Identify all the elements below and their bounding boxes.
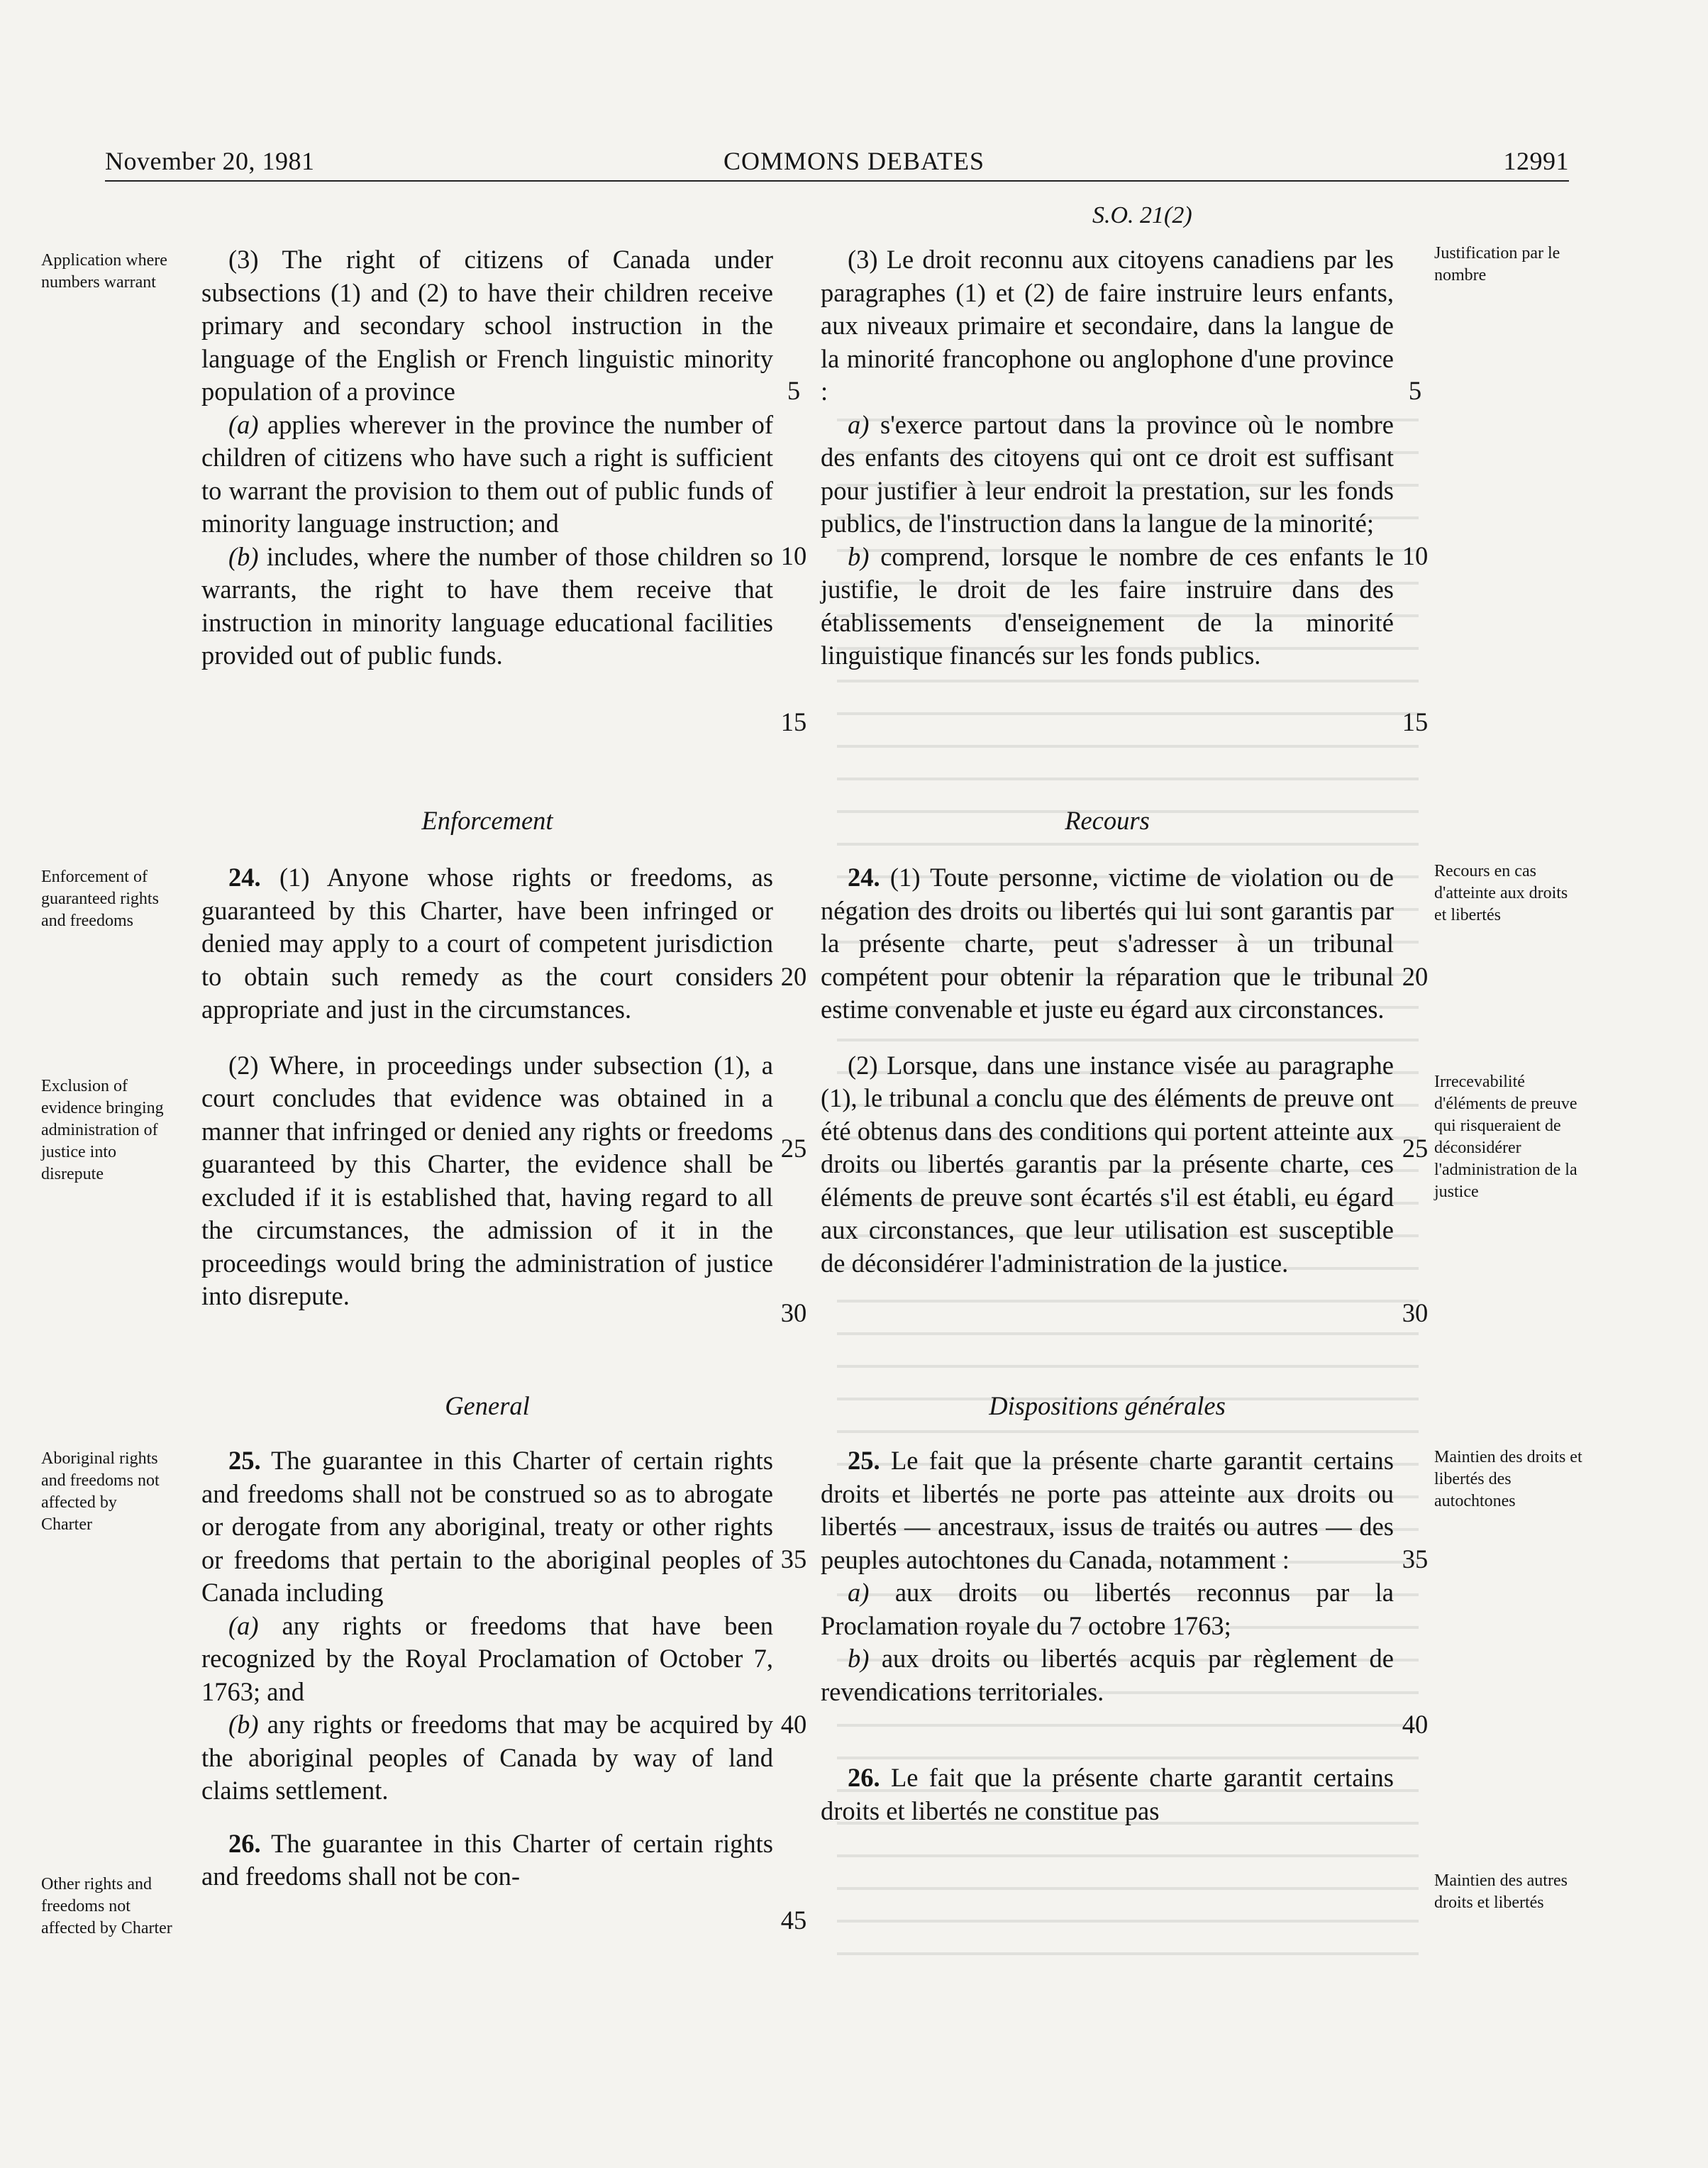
line-number-30-right: 30	[1402, 1298, 1429, 1327]
en-s25-number: 25.	[228, 1446, 261, 1475]
line-number-5-middle: 5	[787, 376, 801, 405]
en-s25-a-label: (a)	[228, 1610, 259, 1640]
margin-note-justification: Justification par le nombre	[1434, 244, 1560, 284]
line-number-25-right: 25	[1402, 1134, 1429, 1163]
en-s26-number: 26.	[228, 1828, 261, 1858]
fr-s23-3-a	[821, 409, 1394, 541]
line-number-20-middle: 20	[780, 962, 807, 991]
fr-s25-a-text: aux droits ou libertés reconnus par la Proclamation royale du 7 octobre 1763;	[821, 1578, 1394, 1640]
margin-note-other-rights: Other rights and freedoms not affected by Charter	[41, 1875, 172, 1937]
fr-s25-a-label: a)	[848, 1578, 870, 1607]
fr-s26	[821, 1762, 1394, 1827]
line-number-15-right: 15	[1402, 707, 1429, 736]
heading-general: General	[445, 1391, 530, 1420]
fr-s26-text: Le fait que la présente charte garantit certains droits et libertés ne constitue pas	[821, 1763, 1394, 1825]
en-s25-b-text: any rights or freedoms that may be acquired by the aboriginal peoples of Canada by way of land claims settlement.	[201, 1710, 773, 1805]
line-number-25-middle: 25	[780, 1134, 807, 1163]
margin-note-exclusion: Exclusion of evidence bringing administration of justice into disrepute	[41, 1077, 164, 1183]
fr-s25-text: Le fait que la présente charte garantit certains droits et libertés ne porte pas atteinte aux droits ou libertés — ancestraux, issus de traités ou autres — des peuples autochtones du Canada, notamment :	[821, 1446, 1394, 1574]
line-number-10-right: 10	[1402, 541, 1429, 570]
en-s25-a-text: any rights or freedoms that have been recognized by the Royal Proclamation of October 7, 1763; and	[201, 1610, 773, 1706]
english-s24	[201, 861, 773, 1313]
line-number-35-right: 35	[1402, 1544, 1429, 1574]
fr-s23-3-b-text: comprend, lorsque le nombre de ces enfants le justifie, le droit de les faire instruire dans des établissements d'enseignement de la minorité linguistique financés sur les fonds publics.	[821, 541, 1394, 670]
fr-s23-3-b-label: b)	[848, 541, 870, 571]
en-s23-3-b	[201, 541, 773, 673]
page-number: 12991	[1503, 147, 1569, 175]
en-s26-text: The guarantee in this Charter of certain rights and freedoms shall not be con-	[201, 1828, 773, 1891]
en-s25-a	[201, 1610, 773, 1709]
french-s24	[821, 861, 1394, 1280]
fr-s23-3-b	[821, 541, 1394, 673]
margin-note-maintien-autres: Maintien des autres droits et libertés	[1434, 1871, 1568, 1912]
french-column	[821, 243, 1394, 673]
en-s25-b	[201, 1708, 773, 1808]
header-rule	[105, 180, 1569, 182]
en-s25-text: The guarantee in this Charter of certain rights and freedoms shall not be construed so as to abrogate or derogate from any aboriginal, treaty or other rights or freedoms that pertain to the aboriginal peoples of Canada including	[201, 1446, 773, 1607]
line-number-10-middle: 10	[780, 541, 807, 570]
heading-dispositions-generales: Dispositions générales	[989, 1391, 1226, 1420]
fr-s25-b	[821, 1642, 1394, 1708]
en-s24-1-text: (1) Anyone whose rights or freedoms, as guaranteed by this Charter, have been infringed or denied may apply to a court of competent jurisdiction to obtain such remedy as the court considers appropriate and just in the circumstances.	[201, 863, 773, 1024]
fr-s25-b-label: b)	[848, 1644, 870, 1673]
en-s23-3-b-label: (b)	[228, 541, 259, 571]
fr-s25-number: 25.	[848, 1446, 880, 1475]
margin-note-enforcement: Enforcement of guaranteed rights and freedoms	[41, 868, 159, 930]
fr-s25-a	[821, 1576, 1394, 1642]
margin-note-recours: Recours en cas d'atteinte aux droits et libertés	[1434, 862, 1568, 924]
fr-s25-b-text: aux droits ou libertés acquis par règlement de revendications territoriales.	[821, 1644, 1394, 1706]
line-number-45-middle: 45	[780, 1906, 807, 1935]
margin-note-application: Application where numbers warrant	[41, 251, 167, 292]
fr-s23-3-intro: (3) Le droit reconnu aux citoyens canadiens par les paragraphes (1) et (2) de faire instruire leurs enfants, aux niveaux primaire et secondaire, dans la langue de la minorité francophone ou anglophone d'une province :	[821, 245, 1394, 406]
en-s26	[201, 1827, 773, 1893]
line-number-40-middle: 40	[780, 1710, 807, 1739]
english-s25	[201, 1444, 773, 1893]
en-s24-1	[201, 861, 773, 1027]
en-s23-3-intro: (3) The right of citizens of Canada under subsections (1) and (2) to have their children receive primary and secondary school instruction in the language of the English or French linguistic minority population of a province	[201, 245, 773, 406]
fr-s26-number: 26.	[848, 1763, 880, 1792]
fr-s24-1-text: (1) Toute personne, victime de violation ou de négation des droits ou libertés qui lui sont garantis par la présente charte, peut s'adresser à un tribunal compétent pour obtenir la réparation que le tribunal estime convenable et juste eu égard aux circonstances.	[821, 863, 1394, 1024]
margin-note-maintien-autochtones: Maintien des droits et libertés des autochtones	[1434, 1448, 1582, 1510]
line-number-15-middle: 15	[780, 707, 807, 736]
fr-s24-2: (2) Lorsque, dans une instance visée au paragraphe (1), le tribunal a conclu que des éléments de preuve ont été obtenus dans des conditions qui portent atteinte aux droits ou libertés garantis par la présente charte, ces éléments de preuve sont écartés s'il est établi, eu égard aux circonstances, que leur utilisation est susceptible de déconsidérer l'administration de la justice.	[821, 1050, 1394, 1278]
margin-note-irrecevabilite: Irrecevabilité d'éléments de preuve qui risqueraient de déconsidérer l'administration de la justice	[1434, 1073, 1577, 1201]
en-s23-3-a-label: (a)	[228, 409, 259, 439]
margin-note-aboriginal: Aboriginal rights and freedoms not affected by Charter	[41, 1449, 160, 1534]
heading-enforcement: Enforcement	[421, 806, 553, 835]
line-number-40-right: 40	[1402, 1710, 1429, 1739]
en-s25	[201, 1444, 773, 1610]
heading-recours: Recours	[1065, 806, 1150, 835]
en-s24-2: (2) Where, in proceedings under subsection (1), a court concludes that evidence was obtained in a manner that infringed or denied any rights or freedoms guaranteed by this Charter, the evidence shall be excluded if it is established that, having regard to all the circumstances, the admission of it in the proceedings would bring the administration of justice into disrepute.	[201, 1050, 773, 1310]
english-column	[201, 243, 773, 673]
en-s24-number: 24.	[228, 863, 261, 892]
fr-s24-number: 24.	[848, 863, 880, 892]
en-s23-3-b-text: includes, where the number of those children so warrants, the right to have them receive that instruction in minority language educational facilities provided out of public funds.	[201, 541, 774, 670]
line-number-20-right: 20	[1402, 962, 1429, 991]
line-number-35-middle: 35	[780, 1544, 807, 1574]
en-s25-b-label: (b)	[228, 1710, 259, 1739]
line-number-30-middle: 30	[780, 1298, 807, 1327]
fr-s23-3-a-text: s'exerce partout dans la province où le nombre des enfants des citoyens qui ont ce droit est suffisant pour justifier à leur endroit la prestation, sur les fonds publics, de l'instruction dans la langue de la minorité;	[821, 409, 1394, 538]
french-s25	[821, 1444, 1394, 1827]
standing-order-reference: S.O. 21(2)	[1092, 202, 1192, 228]
header-date: November 20, 1981	[105, 147, 315, 175]
fr-s25	[821, 1444, 1394, 1576]
en-s23-3-a-text: applies wherever in the province the number of children of citizens who have such a right is sufficient to warrant the provision to them out of public funds of minority language instruction; and	[201, 409, 774, 538]
header-title: COMMONS DEBATES	[723, 147, 985, 175]
line-number-5-right: 5	[1408, 376, 1422, 405]
fr-s24-1	[821, 861, 1394, 1027]
en-s23-3-a	[201, 409, 773, 541]
fr-s23-3-a-label: a)	[848, 409, 870, 439]
